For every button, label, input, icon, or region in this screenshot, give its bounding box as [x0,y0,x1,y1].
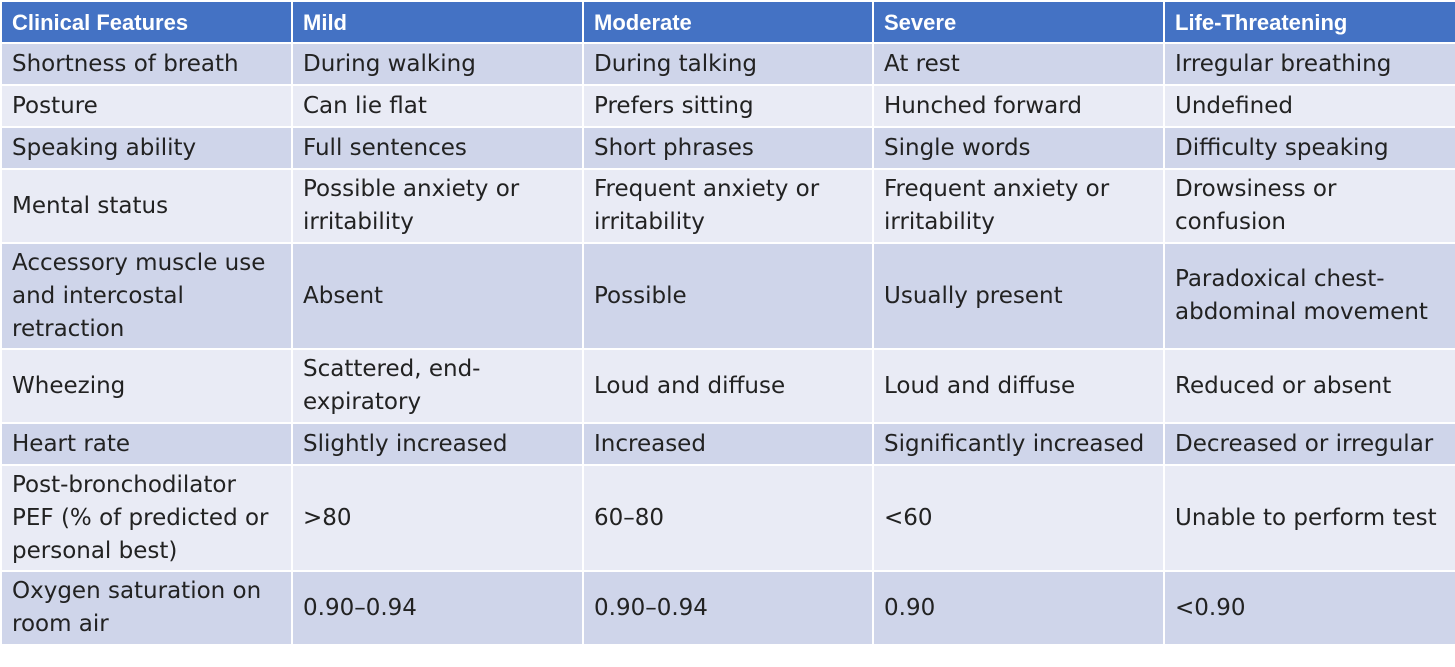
severe-cell: Hunched forward [873,85,1164,127]
feature-cell: Post-bronchodilator PEF (% of predicted or personal best) [1,465,292,571]
severe-cell: Usually present [873,243,1164,349]
life-threatening-cell: Reduced or absent [1164,349,1455,423]
life-threatening-cell: Paradoxical chest-abdominal movement [1164,243,1455,349]
life-threatening-cell: Difficulty speaking [1164,127,1455,169]
severe-cell: At rest [873,43,1164,85]
header-mild: Mild [292,1,583,43]
table-row [1,243,1455,349]
life-threatening-cell: <0.90 [1164,571,1455,645]
table-row [1,43,1455,85]
moderate-cell: During talking [583,43,873,85]
mild-cell: Slightly increased [292,423,583,465]
header-clinical-features: Clinical Features [1,1,292,43]
table-row [1,571,1455,645]
severe-cell: Frequent anxiety or irritability [873,169,1164,243]
table-row [1,85,1455,127]
life-threatening-cell: Unable to perform test [1164,465,1455,571]
life-threatening-cell: Decreased or irregular [1164,423,1455,465]
feature-cell: Wheezing [1,349,292,423]
severe-cell: Single words [873,127,1164,169]
moderate-cell: Possible [583,243,873,349]
table-header-row [1,1,1455,43]
table-row [1,349,1455,423]
header-life-threatening: Life-Threatening [1164,1,1455,43]
severe-cell: 0.90 [873,571,1164,645]
feature-cell: Shortness of breath [1,43,292,85]
mild-cell: Possible anxiety or irritability [292,169,583,243]
moderate-cell: Frequent anxiety or irritability [583,169,873,243]
mild-cell: Scattered, end-expiratory [292,349,583,423]
severe-cell: Significantly increased [873,423,1164,465]
life-threatening-cell: Irregular breathing [1164,43,1455,85]
moderate-cell: Short phrases [583,127,873,169]
moderate-cell: Increased [583,423,873,465]
moderate-cell: 0.90–0.94 [583,571,873,645]
feature-cell: Mental status [1,169,292,243]
feature-cell: Speaking ability [1,127,292,169]
life-threatening-cell: Drowsiness or confusion [1164,169,1455,243]
mild-cell: >80 [292,465,583,571]
life-threatening-cell: Undefined [1164,85,1455,127]
feature-cell: Oxygen saturation on room air [1,571,292,645]
table-row [1,465,1455,571]
moderate-cell: 60–80 [583,465,873,571]
severe-cell: Loud and diffuse [873,349,1164,423]
mild-cell: 0.90–0.94 [292,571,583,645]
mild-cell: Full sentences [292,127,583,169]
header-moderate: Moderate [583,1,873,43]
feature-cell: Accessory muscle use and intercostal retraction [1,243,292,349]
moderate-cell: Prefers sitting [583,85,873,127]
header-severe: Severe [873,1,1164,43]
mild-cell: During walking [292,43,583,85]
severe-cell: <60 [873,465,1164,571]
moderate-cell: Loud and diffuse [583,349,873,423]
feature-cell: Heart rate [1,423,292,465]
table-row [1,127,1455,169]
mild-cell: Can lie flat [292,85,583,127]
table-row [1,169,1455,243]
mild-cell: Absent [292,243,583,349]
feature-cell: Posture [1,85,292,127]
table-row [1,423,1455,465]
